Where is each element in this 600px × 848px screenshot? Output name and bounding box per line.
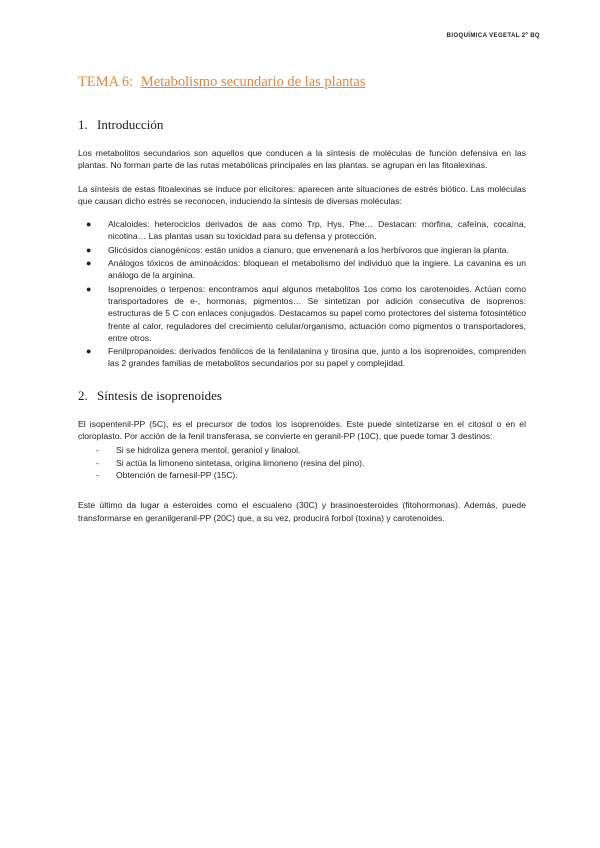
list-item xyxy=(86,257,526,282)
document-page xyxy=(78,74,526,535)
list-item xyxy=(96,457,526,469)
bullet-icon: ● xyxy=(86,283,92,294)
list-item xyxy=(96,469,526,481)
bullet-list xyxy=(78,218,526,370)
bullet-icon: ● xyxy=(86,219,92,230)
list-item-text: Si actúa la limoneno sintetasa, origina limoneno (resina del pino). xyxy=(116,457,365,468)
bullet-icon: ● xyxy=(86,258,92,269)
section-title: Síntesis de isoprenoides xyxy=(97,387,222,403)
list-item-text: Análogos tóxicos de aminoácidos: bloquean el metabolismo del individuo que la ingiere. La cavanina es un análogo de la arginina. xyxy=(108,258,526,281)
list-item-text: Alcaloides: heterociclos derivados de aas como Trp, Hys, Phe… Destacan: morfina, cafeína, cocaína, nicotina… Las plantas usan su toxicidad para su defensa y protección. xyxy=(108,219,526,242)
section-number: 1. xyxy=(78,117,88,132)
bullet-icon: ● xyxy=(86,244,92,255)
list-item-text: Fenilpropanoides: derivados fenólicos de la fenilalanina y tirosina que, junto a los isoprenoides, comprenden las 2 grandes familias de metabolitos secundarios por su papel y complejidad. xyxy=(108,346,526,369)
title-subtitle: Metabolismo secundario de las plantas xyxy=(140,74,366,90)
paragraph: Este último da lugar a esteroides como el escualeno (30C) y brasinoesteroides (fitohormonas). Además, puede transformarse en geranilgeranil-PP (20C) que, a su vez, producirá forbol (toxina) y carotenoides. xyxy=(78,500,526,523)
list-item-text: Si se hidroliza genera mentol, geraniol y linalool. xyxy=(116,445,301,456)
list-item xyxy=(96,444,526,456)
list-item xyxy=(86,244,526,256)
dash-icon: - xyxy=(96,445,99,456)
list-item-text: Glicósidos cianogénicos: están unidos a cianuro, que envenenará a los herbívoros que ingieran la planta. xyxy=(108,244,509,255)
dash-icon: - xyxy=(96,457,99,468)
paragraph: Los metabolitos secundarios son aquellos que conducen a la síntesis de moléculas de función defensiva en las plantas. No forman parte de las rutas metabólicas principales en las plantas. se agrupan en las fitoalexinas. xyxy=(78,148,526,171)
list-item xyxy=(86,218,526,243)
paragraph: La síntesis de estas fitoalexinas se induce por elicitores: aparecen ante situaciones de estrés biótico. Las moléculas que causan dicho estrés se reconocen, induciendo la síntesis de diversas moléculas: xyxy=(78,183,526,206)
title-prefix: TEMA 6: xyxy=(78,74,134,90)
dash-list xyxy=(78,444,526,481)
section-heading-introduccion xyxy=(78,117,526,133)
list-item xyxy=(86,283,526,344)
paragraph: El isopentenil-PP (5C), es el precursor de todos los isoprenoides. Este puede sintetizarse en el citosol o en el cloroplasto. Por acción de la fenil transferasa, se convierte en geranil-PP (10C), que puede tomar 3 destinos: xyxy=(78,418,526,442)
section-number: 2. xyxy=(78,387,88,403)
list-item xyxy=(86,345,526,370)
list-item-text: Isoprenoides o terpenos: encontramos aquí algunos metabolitos 1os como los carotenoides. Actúan como transportadores de e-, hormonas, pigmentos… Se sintetizan por adición consecutiva de isoprenos: estructuras de 5 C con enlaces conjugados. Destacamos su papel como protectores del sistema fotosintético frente al calor, reguladores del crecimiento celular/organismo, actuación como pigmentos o transportadores, entre otros. xyxy=(108,283,526,343)
document-title xyxy=(78,74,526,91)
section-heading-sintesis xyxy=(78,388,526,404)
section-title: Introducción xyxy=(97,117,164,132)
bullet-icon: ● xyxy=(86,346,92,357)
list-item-text: Obtención de farnesil-PP (15C). xyxy=(116,469,238,480)
dash-icon: - xyxy=(96,469,99,480)
course-header-tag: BIOQUÍMICA VEGETAL 2º BQ xyxy=(446,33,540,39)
